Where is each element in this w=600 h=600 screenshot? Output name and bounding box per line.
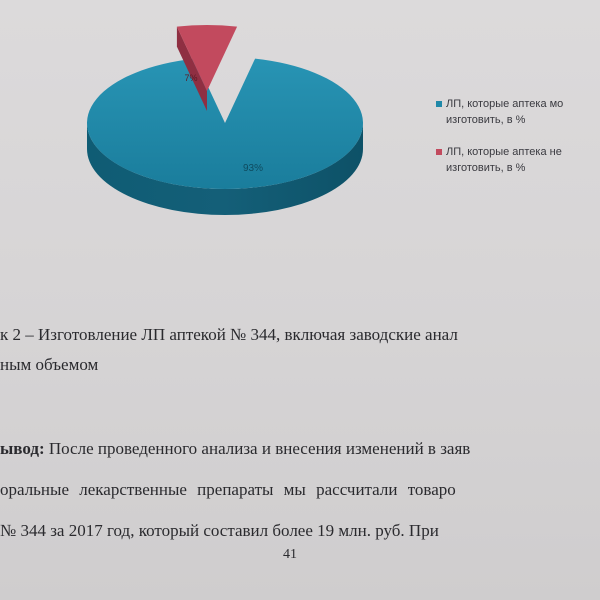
caption-line-1: к 2 – Изготовление ЛП аптекой № 344, включая заводские анал [0, 325, 458, 344]
legend-item-cannot-make [436, 144, 600, 176]
page-number: 41 [283, 547, 297, 562]
legend-swatch-red [436, 149, 442, 155]
body-paragraph [0, 428, 600, 551]
caption-line-2: ным объемом [0, 355, 99, 374]
pie-slice-93 [87, 59, 363, 189]
legend-label-line2: изготовить, в % [446, 114, 526, 126]
legend-label: ЛП, которые аптека не [446, 146, 562, 158]
figure-caption [0, 320, 600, 380]
body-line-1 [0, 428, 600, 469]
data-label-93: 93% [242, 163, 264, 174]
chart-legend [436, 96, 600, 192]
legend-label-line2: изготовить, в % [446, 162, 526, 174]
legend-label: ЛП, которые аптека мо [446, 98, 564, 110]
legend-swatch-teal [436, 101, 442, 107]
body-lead: ывод: [0, 439, 45, 458]
body-line-1-text: После проведенного анализа и внесения изменений в заяв [44, 439, 471, 458]
body-line-2: оральные лекарственные препараты мы рассчитали товаро [0, 480, 456, 499]
legend-item-can-make [436, 96, 600, 128]
body-line-3: № 344 за 2017 год, который составил более 19 млн. руб. При [0, 521, 439, 540]
data-label-7: 7% [184, 73, 198, 83]
